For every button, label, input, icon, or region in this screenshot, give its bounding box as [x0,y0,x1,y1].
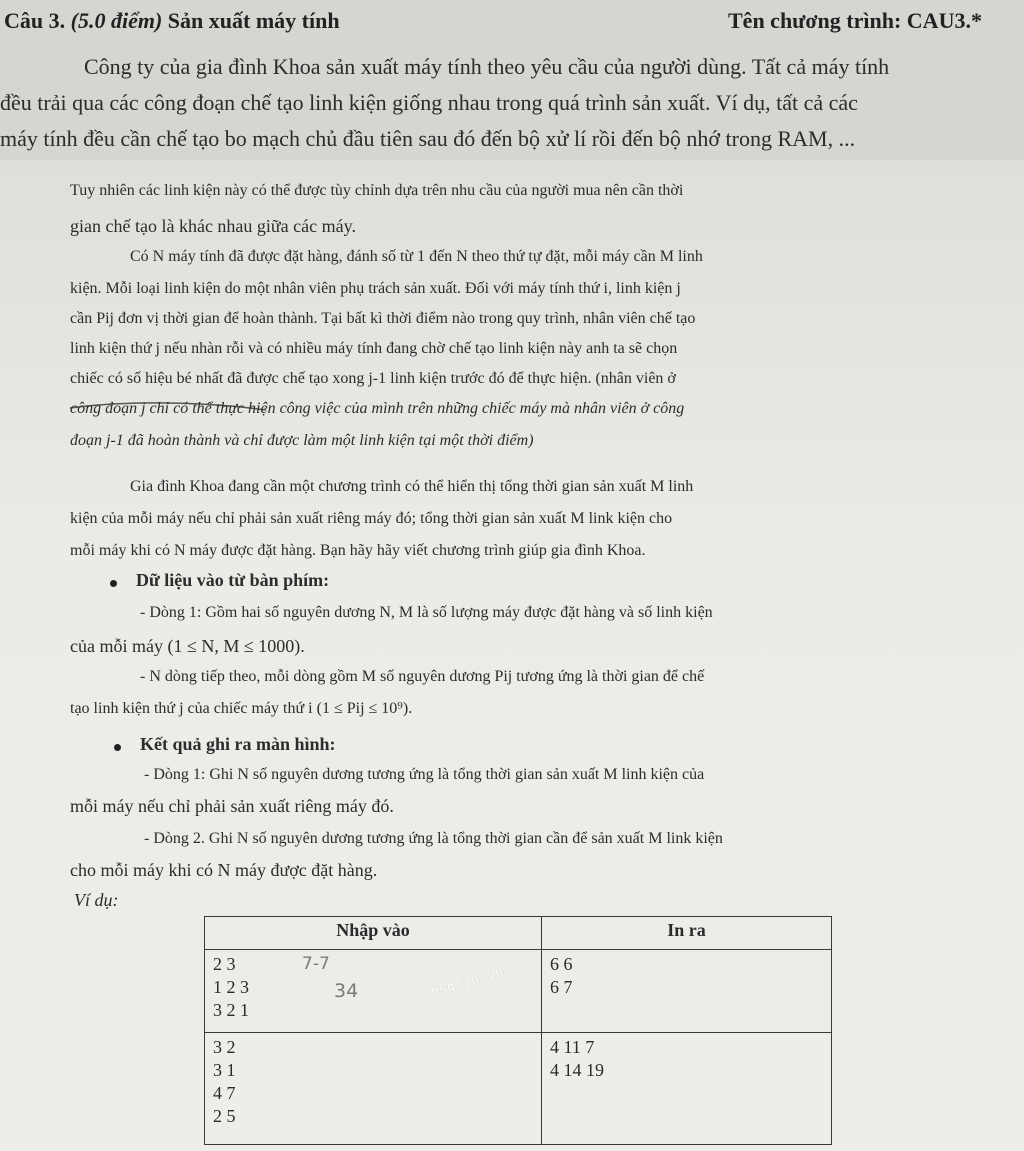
p3-line-3: mỗi máy khi có N máy được đặt hàng. Bạn hãy hãy viết chương trình giúp gia đình Khoa. [70,542,646,559]
question-header [4,8,340,34]
p2-line-2: kiện. Mỗi loại linh kiện do một nhân viên phụ trách sản xuất. Đối với máy tính thứ i, linh kiện j [70,280,681,297]
input-line: 3 2 [213,1037,236,1057]
input-2-line-1: - N dòng tiếp theo, mỗi dòng gồm M số nguyên dương Pij tương ứng là thời gian để chế [140,668,705,685]
output-line: 4 11 7 [550,1037,595,1057]
output-heading: Kết quả ghi ra màn hình: [140,734,336,754]
p2-line-3: cần Pij đơn vị thời gian để hoàn thành. Tại bất kì thời điểm nào trong quy trình, nhân viên chế tạo [70,310,696,327]
table-cell-output [542,950,832,1033]
output-2-line-2: cho mỗi máy khi có N máy được đặt hàng. [70,860,378,880]
input-line: 2 5 [213,1106,236,1126]
input-line: 1 2 3 [213,977,249,997]
bullet-dot [110,580,117,587]
table-header-input: Nhập vào [205,917,542,950]
table-row [205,950,832,1033]
example-label: Ví dụ: [74,890,119,910]
question-points: (5.0 điểm) [70,8,163,33]
question-label: Câu 3. [4,8,66,33]
intro-line-2: đều trải qua các công đoạn chế tạo linh kiện giống nhau trong quá trình sản xuất. Ví dụ, tất cả các [0,90,858,115]
table-row [205,1033,832,1145]
p1-line-2: gian chế tạo là khác nhau giữa các máy. [70,216,356,236]
handwritten-note: 7-7 [302,954,330,974]
p3-line-1: Gia đình Khoa đang cần một chương trình có thể hiển thị tổng thời gian sản xuất M linh [130,478,694,495]
output-1-line-1: - Dòng 1: Ghi N số nguyên dương tương ứng là tổng thời gian sản xuất M linh kiện của [144,766,705,783]
input-heading: Dữ liệu vào từ bàn phím: [136,570,330,590]
input-line: 4 7 [213,1083,236,1103]
p2-line-4: linh kiện thứ j nếu nhàn rỗi và có nhiều máy tính đang chờ chế tạo linh kiện này anh ta sẽ chọn [70,340,678,357]
input-1-line-2: của mỗi máy (1 ≤ N, M ≤ 1000). [70,636,305,656]
output-line: 4 14 19 [550,1060,604,1080]
input-1-line-1: - Dòng 1: Gồm hai số nguyên dương N, M là số lượng máy được đặt hàng và số linh kiện [140,604,713,621]
program-name: Tên chương trình: CAU3.* [728,8,982,33]
p2-line-5: chiếc có số hiệu bé nhất đã được chế tạo xong j-1 linh kiện trước đó để thực hiện. (nhân viên ở [70,370,676,387]
table-header-row [205,917,832,950]
input-2-line-2: tạo linh kiện thứ j của chiếc máy thứ i (1 ≤ Pij ≤ 10⁹). [70,700,413,717]
output-line: 6 7 [550,977,573,997]
p2-line-7: đoạn j-1 đã hoàn thành và chỉ được làm một linh kiện tại một thời điểm) [70,432,534,449]
watermark: hsgtin.vn [429,964,506,1001]
intro-line-3: máy tính đều cần chế tạo bo mạch chủ đầu tiên sau đó đến bộ xử lí rồi đến bộ nhớ trong RAM, ... [0,126,856,151]
output-1-line-2: mỗi máy nếu chỉ phải sản xuất riêng máy đó. [70,796,394,816]
example-table [204,916,832,1145]
output-line: 6 6 [550,954,573,974]
input-line: 3 2 1 [213,1000,249,1020]
intro-line-1: Công ty của gia đình Khoa sản xuất máy tính theo yêu cầu của người dùng. Tất cả máy tính [84,54,890,79]
question-title: Sản xuất máy tính [167,8,340,33]
table-cell-output [542,1033,832,1145]
p2-line-1: Có N máy tính đã được đặt hàng, đánh số từ 1 đến N theo thứ tự đặt, mỗi máy cần M linh [130,248,703,265]
table-cell-input [205,1033,542,1145]
output-2-line-1: - Dòng 2. Ghi N số nguyên dương tương ứng là tổng thời gian cần để sản xuất M link kiện [144,830,723,847]
top-sheet [0,0,1024,160]
p3-line-2: kiện của mỗi máy nếu chỉ phải sản xuất riêng máy đó; tổng thời gian sản xuất M link kiện cho [70,510,673,527]
input-line: 2 3 [213,954,236,974]
handwritten-note: 34 [334,980,359,1002]
table-header-output: In ra [542,917,832,950]
p2-line-6: công đoạn j chỉ có thể thực hiện công việc của mình trên những chiếc máy mà nhân viên ở công [70,400,685,417]
input-line: 3 1 [213,1060,236,1080]
p1-line-1: Tuy nhiên các linh kiện này có thể được tùy chỉnh dựa trên nhu cầu của người mua nên cần thời [70,182,684,199]
table-cell-input [205,950,542,1033]
bullet-dot [114,744,121,751]
